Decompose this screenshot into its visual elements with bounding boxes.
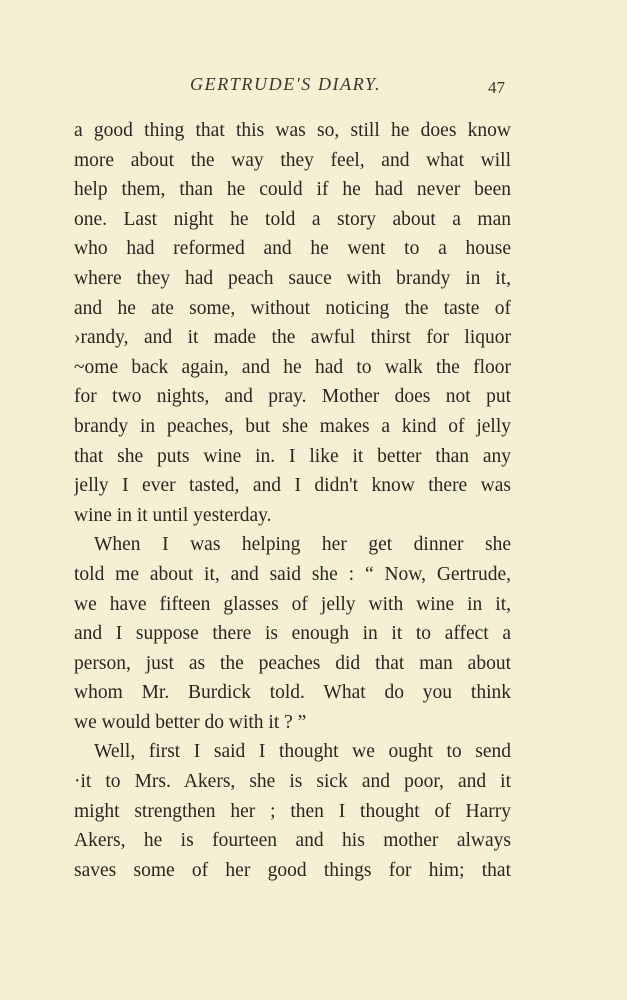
- body-text: [74, 116, 511, 885]
- text-line: help them, than he could if he had never been: [74, 179, 511, 201]
- text-line: and I suppose there is enough in it to affect a: [74, 623, 511, 645]
- text-line: that she puts wine in. I like it better than any: [74, 445, 511, 467]
- page-header: [0, 70, 627, 96]
- text-line: told me about it, and said she : “ Now, Gertrude,: [74, 563, 511, 585]
- text-line: we would better do with it ? ”: [74, 711, 307, 733]
- text-line: When I was helping her get dinner she: [94, 534, 511, 556]
- text-line: one. Last night he told a story about a man: [74, 208, 511, 230]
- text-line: who had reformed and he went to a house: [74, 238, 511, 260]
- text-line: person, just as the peaches did that man about: [74, 652, 511, 674]
- text-line: wine in it until yesterday.: [74, 504, 272, 526]
- text-line: ~ome back again, and he had to walk the floor: [74, 356, 511, 378]
- text-line: whom Mr. Burdick told. What do you think: [74, 682, 511, 704]
- text-line: might strengthen her ; then I thought of Harry: [74, 800, 511, 822]
- text-line: jelly I ever tasted, and I didn't know there was: [74, 475, 511, 497]
- text-line: ·it to Mrs. Akers, she is sick and poor, and it: [74, 771, 511, 793]
- text-line: Well, first I said I thought we ought to send: [94, 741, 511, 763]
- text-line: saves some of her good things for him; that: [74, 859, 511, 881]
- text-line: ›randy, and it made the awful thirst for liquor: [74, 327, 511, 349]
- text-line: where they had peach sauce with brandy in it,: [74, 267, 511, 289]
- running-title: GERTRUDE'S DIARY.: [190, 74, 382, 94]
- text-line: for two nights, and pray. Mother does not put: [74, 386, 511, 408]
- text-line: and he ate some, without noticing the taste of: [74, 297, 511, 319]
- text-line: brandy in peaches, but she makes a kind of jelly: [74, 415, 511, 437]
- text-line: a good thing that this was so, still he does know: [74, 120, 511, 141]
- text-line: Akers, he is fourteen and his mother always: [74, 830, 511, 852]
- text-line: we have fifteen glasses of jelly with wine in it,: [74, 593, 511, 615]
- page-number: 47: [488, 78, 505, 97]
- text-line: more about the way they feel, and what will: [74, 149, 511, 171]
